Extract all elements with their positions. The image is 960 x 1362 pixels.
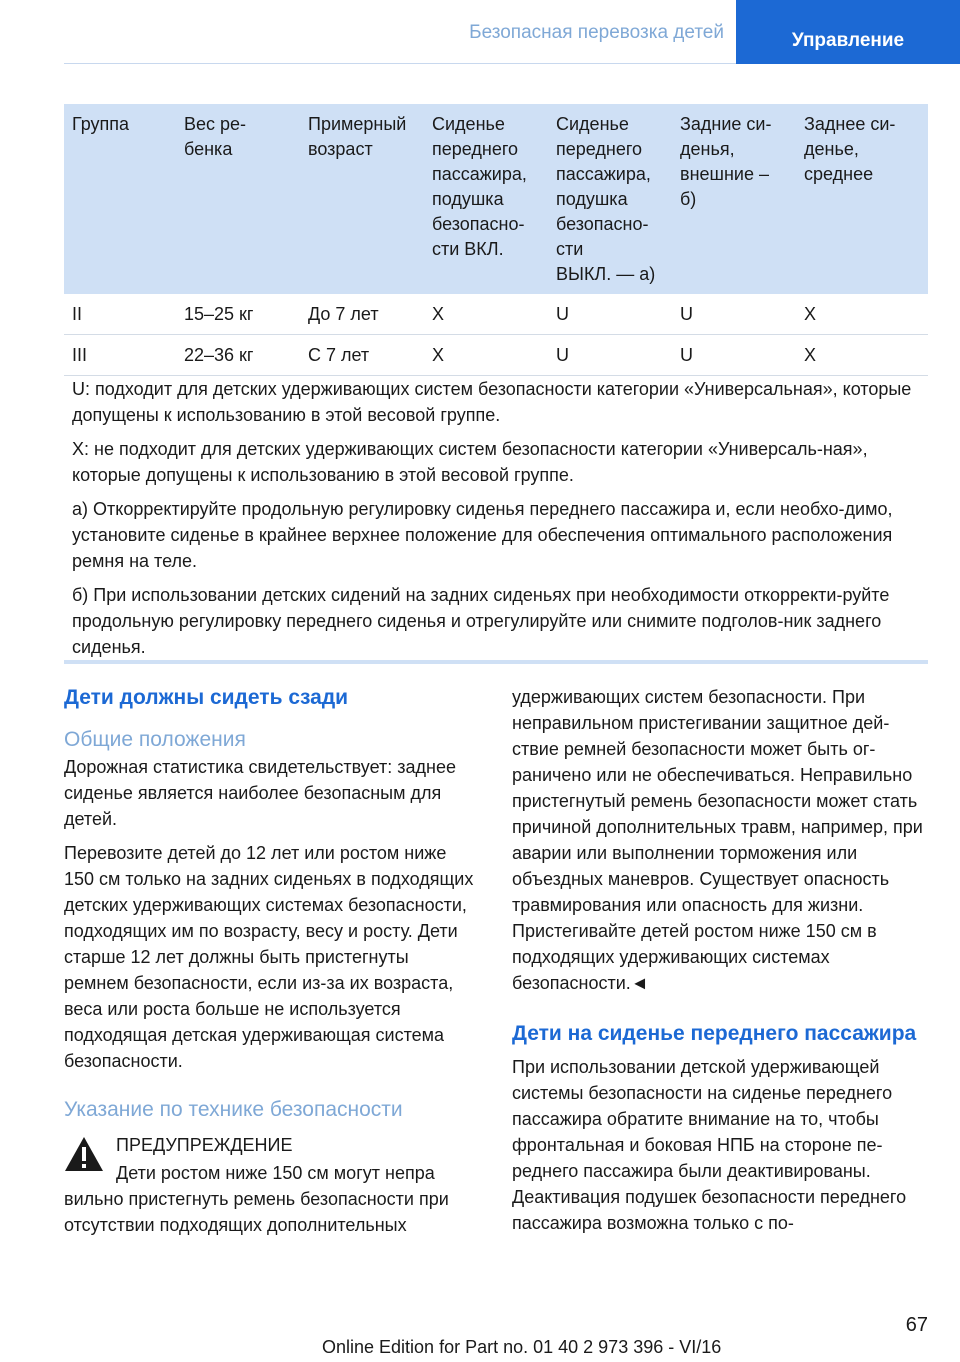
table-row bbox=[64, 294, 928, 335]
warning-block bbox=[64, 1132, 476, 1238]
warning-text-first-line: Дети ростом ниже 150 см могут непра bbox=[116, 1163, 435, 1183]
right-column bbox=[512, 684, 930, 1236]
table-header-cell: Задние си- денья, внешние – б) bbox=[680, 114, 772, 209]
table-header-cell: Вес ре- бенка bbox=[184, 114, 247, 159]
warning-title: ПРЕДУПРЕЖДЕНИЕ bbox=[116, 1135, 293, 1155]
heading-children-front: Дети на сиденье переднего пассажира bbox=[512, 1022, 917, 1045]
table-header-cell: Группа bbox=[72, 114, 130, 134]
warning-text-continued: удерживающих систем безопасности. При неправильном пристегивании защитное действие ремней безопасности может быть ограничено или не обеспечиваться. Неправильно пристегнутый ремень безопасности может стать причиной дополнительных травм, например, при аварии или выполнении торможения или объездных маневров. Существует опасность травмирования или опасность для жизни. Пристегивайте детей ростом ниже 150 см в подходящих удерживающих системах безопасности.◄ bbox=[512, 687, 923, 993]
heading-safety-note: Указание по технике безопасности bbox=[64, 1098, 403, 1121]
heading-children-rear: Дети должны сидеть сзади bbox=[64, 686, 349, 709]
table-cell: U bbox=[680, 345, 693, 365]
paragraph-statistics: Дорожная статистика свидетельствует: заднее сиденье является наиболее безопасным для детей. bbox=[64, 757, 456, 829]
table-cell: 15–25 кг bbox=[184, 304, 254, 324]
table-cell: X bbox=[804, 304, 817, 324]
table-cell: II bbox=[72, 304, 83, 324]
warning-triangle-icon bbox=[64, 1136, 104, 1172]
paragraph-transport: Перевозите детей до 12 лет или ростом ниже 150 см только на задних сиденьях в подходящих детских удерживающих системах безопасности, подходящих им по возрасту, весу и росту. Дети старше 12 лет должны быть пристегнуты ремнем безопасности, если из-за их возраста, веса или роста больше не используется подходящая детская удерживающая система безопасности. bbox=[64, 843, 474, 1071]
note-x: X: не подходит для детских удерживающих систем безопасности категории «Универсаль-ная», которые допущены к использованию в этой весовой группе. bbox=[72, 439, 868, 485]
footer-edition: Online Edition for Part no. 01 40 2 973 396 - VI/16 bbox=[322, 1337, 722, 1357]
header-chapter-tab: Управление bbox=[736, 0, 960, 64]
page-header bbox=[0, 0, 960, 64]
page-number: 67 bbox=[905, 1314, 928, 1336]
child-seat-table bbox=[64, 104, 928, 376]
section-divider bbox=[64, 660, 928, 664]
table-cell: X bbox=[432, 304, 445, 324]
table-header-row bbox=[64, 104, 928, 294]
paragraph-front-seat: При использовании детской удерживающей системы безопасности на сиденье переднего пассажира обратите внимание на то, чтобы фронтальная и боковая НПБ на стороне переднего пассажира были деактивированы. Деактивация подушек безопасности переднего пассажира возможна только с по- bbox=[512, 1057, 907, 1233]
table-cell: X bbox=[804, 345, 817, 365]
table-cell: U bbox=[556, 304, 569, 324]
table-cell: U bbox=[556, 345, 569, 365]
table-notes bbox=[72, 376, 928, 668]
header-divider bbox=[64, 63, 736, 64]
table-cell: С 7 лет bbox=[308, 345, 370, 365]
table-cell: До 7 лет bbox=[308, 304, 379, 324]
note-u: U: подходит для детских удерживающих систем безопасности категории «Универсальная», которые допущены к использованию в этой весовой группе. bbox=[72, 379, 912, 425]
header-section-title: Безопасная перевозка детей bbox=[469, 22, 724, 43]
table-cell: U bbox=[680, 304, 693, 324]
table-row bbox=[64, 335, 928, 376]
table-cell: X bbox=[432, 345, 445, 365]
left-column bbox=[64, 684, 476, 1238]
table-cell: III bbox=[72, 345, 88, 365]
table-header-cell: Примерный возраст bbox=[308, 114, 407, 159]
note-b: б) При использовании детских сидений на задних сиденьях при необходимости откорректи-руйте продольную регулировку переднего сиденья и отрегулируйте или снимите подголов-ник заднего сиденья. bbox=[72, 585, 890, 657]
note-a: а) Откорректируйте продольную регулировку сиденья переднего пассажира и, если необхо-димо, установите сиденье в крайнее верхнее положение для обеспечения оптимального расположения ремня на теле. bbox=[72, 499, 893, 571]
table-cell: 22–36 кг bbox=[184, 345, 254, 365]
warning-text: вильно пристегнуть ремень безопасности при отсутствии подходящих дополнительных bbox=[64, 1189, 449, 1235]
heading-general: Общие положения bbox=[64, 728, 246, 751]
table-header-cell: Сиденье переднего пассажира, подушка безопасно- сти ВЫКЛ. — а) bbox=[556, 114, 656, 284]
table-header-cell: Сиденье переднего пассажира, подушка безопасно- сти ВКЛ. bbox=[432, 114, 527, 259]
table-header-cell: Заднее си- денье, среднее bbox=[804, 114, 896, 184]
